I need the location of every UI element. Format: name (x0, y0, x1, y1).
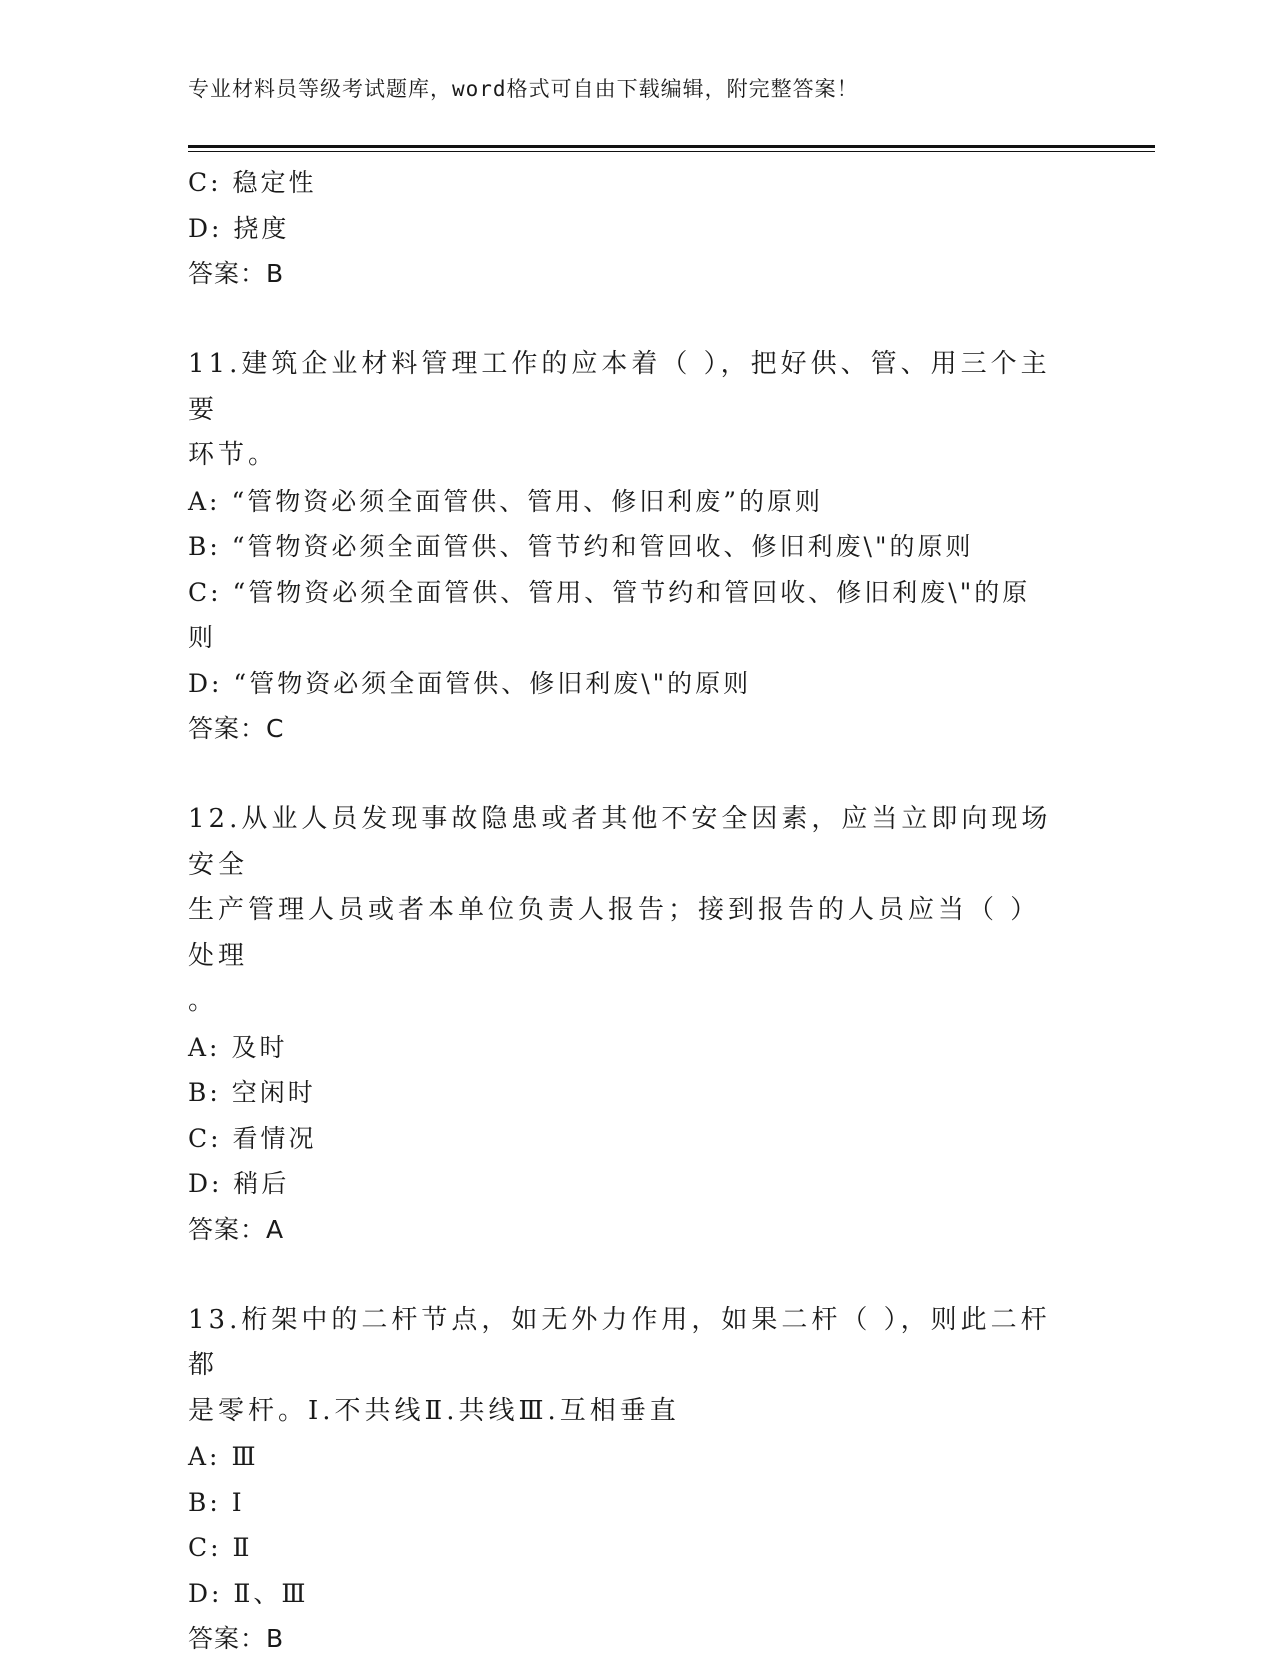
option-c: C: Ⅱ (188, 1533, 253, 1562)
question-stem: 11.建筑企业材料管理工作的应本着（ ），把好供、管、用三个主要 (188, 349, 1051, 425)
option-c: C: “管物资必须全面管供、管用、管节约和管回收、修旧利废\"的原 (188, 577, 1031, 607)
question-stem: 13.桁架中的二杆节点，如无外力作用，如果二杆（ ），则此二杆都 (188, 1304, 1051, 1380)
option-d: D: 挠度 (188, 213, 290, 243)
option-c: C: 看情况 (188, 1123, 317, 1153)
answer: 答案：A (188, 1214, 285, 1244)
option-c: C: 稳定性 (188, 168, 317, 197)
question-stem-cont: 。 (188, 986, 219, 1016)
header-rule-thick (188, 145, 1155, 148)
page-header: 专业材料员等级考试题库，word格式可自由下载编辑，附完整答案！ (188, 77, 859, 101)
answer: 答案：B (188, 1624, 285, 1653)
answer: 答案：C (188, 714, 285, 743)
answer: 答案：B (188, 259, 285, 288)
document-body (188, 160, 1088, 1662)
option-a: A: 及时 (188, 1032, 288, 1062)
option-d: D: “管物资必须全面管供、修旧利废\"的原则 (188, 668, 752, 698)
option-a: A: “管物资必须全面管供、管用、修旧利废”的原则 (188, 486, 824, 516)
question-stem: 12.从业人员发现事故隐患或者其他不安全因素，应当立即向现场安全 (188, 804, 1052, 880)
option-b: B: I (188, 1487, 245, 1517)
question-stem-cont: 环节。 (188, 440, 279, 470)
option-b: B: 空闲时 (188, 1078, 316, 1107)
header-rule-thin (188, 151, 1155, 152)
option-c-cont: 则 (188, 623, 217, 652)
question-stem-cont: 生产管理人员或者本单位负责人报告；接到报告的人员应当（ ）处理 (188, 895, 1041, 971)
question-stem-cont: 是零杆。I.不共线Ⅱ.共线Ⅲ.互相垂直 (188, 1395, 680, 1426)
option-b: B: “管物资必须全面管供、管节约和管回收、修旧利废\"的原则 (188, 532, 974, 561)
option-d: D: Ⅱ、Ⅲ (188, 1578, 309, 1608)
option-a: A: Ⅲ (188, 1442, 259, 1471)
option-d: D: 稍后 (188, 1169, 290, 1198)
